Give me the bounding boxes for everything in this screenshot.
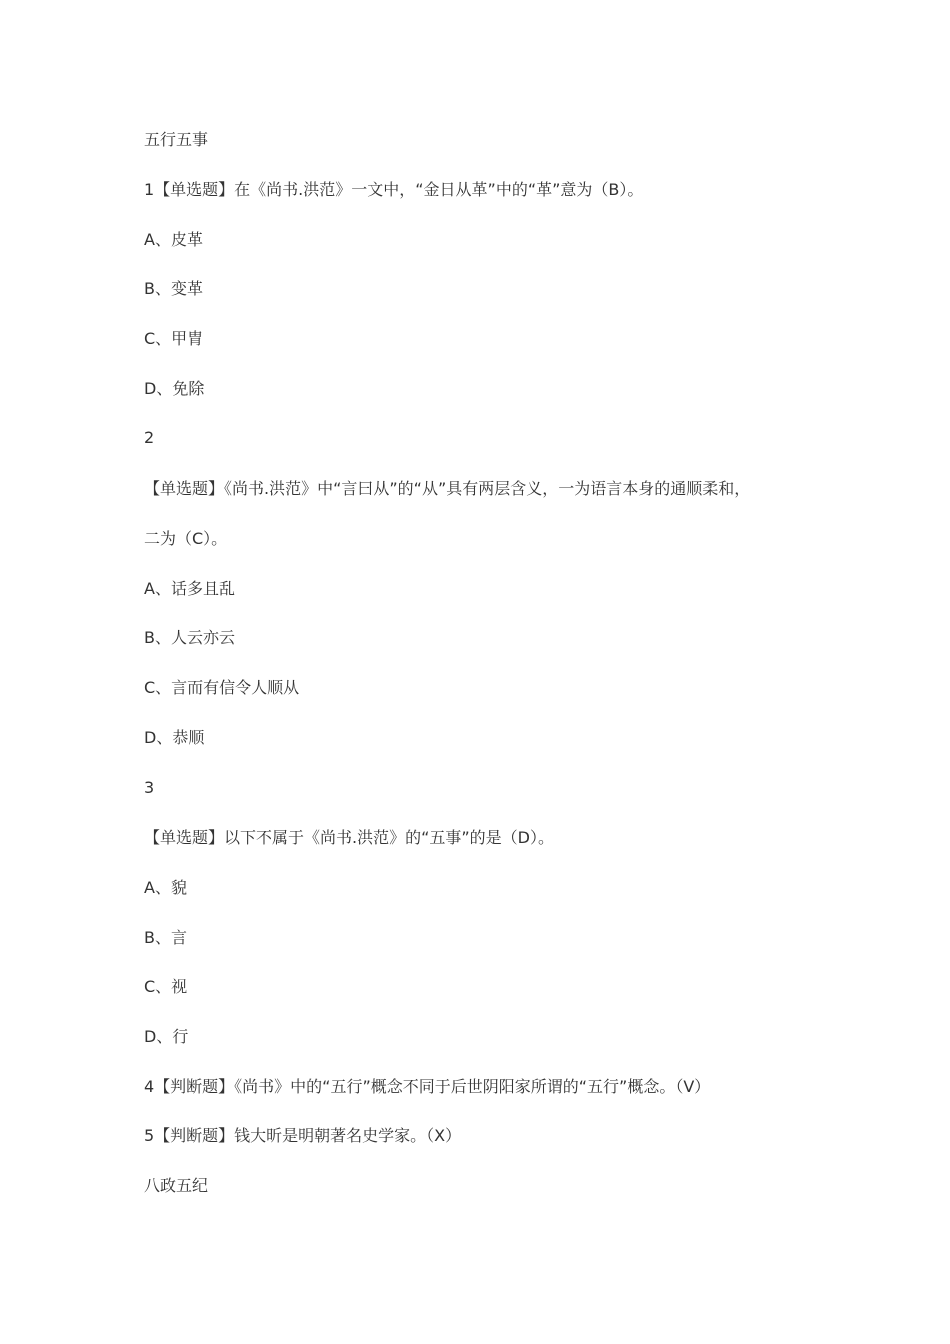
- section-heading-wuxing-wushi: 五行五事: [144, 130, 209, 149]
- question-3-option-d: D、行: [144, 1027, 189, 1046]
- question-3-option-a: A、貌: [144, 878, 187, 897]
- question-5-stem: 5【判断题】钱大昕是明朝著名史学家。（X）: [144, 1126, 462, 1145]
- question-3-option-b: B、言: [144, 928, 187, 947]
- question-3-number: 3: [144, 778, 155, 797]
- question-2-option-b: B、人云亦云: [144, 628, 235, 647]
- question-2-option-c: C、言而有信令人顺从: [144, 678, 300, 697]
- question-2-number: 2: [144, 428, 155, 447]
- question-2-option-a: A、话多且乱: [144, 579, 235, 598]
- question-1-option-c: C、甲胄: [144, 329, 204, 348]
- question-2-stem-line-2: 二为（C）。: [144, 529, 228, 548]
- question-2-option-d: D、恭顺: [144, 728, 205, 747]
- question-2-stem-line-1: 【单选题】《尚书.洪范》中“言曰从”的“从”具有两层含义，一为语言本身的通顺柔和，: [144, 479, 751, 498]
- question-3-stem: 【单选题】以下不属于《尚书.洪范》的“五事”的是（D）。: [144, 828, 554, 847]
- question-3-option-c: C、视: [144, 977, 188, 996]
- question-1-option-a: A、皮革: [144, 230, 203, 249]
- question-4-stem: 4【判断题】《尚书》中的“五行”概念不同于后世阴阳家所谓的“五行”概念。（V）: [144, 1077, 711, 1096]
- question-1-option-d: D、免除: [144, 379, 205, 398]
- question-1-option-b: B、变革: [144, 279, 203, 298]
- question-1-stem: 1【单选题】在《尚书.洪范》一文中，“金日从革”中的“革”意为（B）。: [144, 180, 644, 199]
- section-heading-bazheng-wuji: 八政五纪: [144, 1176, 209, 1195]
